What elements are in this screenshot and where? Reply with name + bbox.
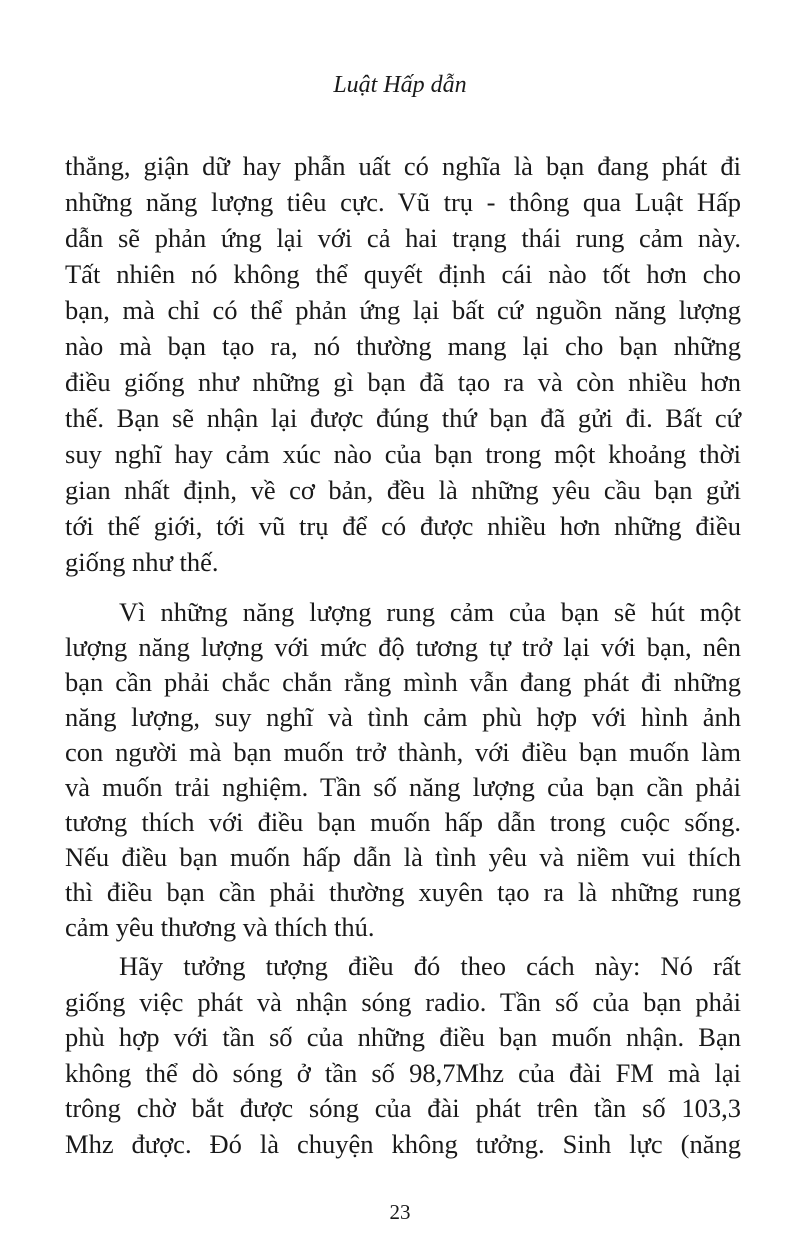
paragraph-line: bạn cần phải chắc chắn rằng mình vẫn đang phát đi những bbox=[65, 667, 741, 697]
paragraph-line: thẳng, giận dữ hay phẫn uất có nghĩa là bạn đang phát đi bbox=[65, 151, 741, 181]
paragraph-line: năng lượng, suy nghĩ và tình cảm phù hợp với hình ảnh bbox=[65, 702, 741, 732]
paragraph-line: nào mà bạn tạo ra, nó thường mang lại cho bạn những bbox=[65, 331, 741, 361]
paragraph-line: suy nghĩ hay cảm xúc nào của bạn trong một khoảng thời bbox=[65, 439, 741, 469]
paragraph-line: dẫn sẽ phản ứng lại với cả hai trạng thái rung cảm này. bbox=[65, 223, 741, 253]
paragraph-line: lượng năng lượng với mức độ tương tự trở lại với bạn, nên bbox=[65, 632, 741, 662]
paragraph-line: trông chờ bắt được sóng của đài phát trên tần số 103,3 bbox=[65, 1093, 741, 1123]
paragraph-line: cảm yêu thương và thích thú. bbox=[65, 912, 375, 942]
paragraph-line: và muốn trải nghiệm. Tần số năng lượng của bạn cần phải bbox=[65, 772, 741, 802]
paragraph-line: con người mà bạn muốn trở thành, với điều bạn muốn làm bbox=[65, 737, 741, 767]
paragraph-line: Vì những năng lượng rung cảm của bạn sẽ hút một bbox=[119, 597, 741, 627]
paragraph-line: tương thích với điều bạn muốn hấp dẫn trong cuộc sống. bbox=[65, 807, 741, 837]
paragraph-line: Hãy tưởng tượng điều đó theo cách này: Nó rất bbox=[119, 951, 741, 981]
paragraph-line: giống việc phát và nhận sóng radio. Tần số của bạn phải bbox=[65, 986, 741, 1017]
paragraph-line: Nếu điều bạn muốn hấp dẫn là tình yêu và niềm vui thích bbox=[65, 842, 741, 872]
paragraph-line: gian nhất định, về cơ bản, đều là những yêu cầu bạn gửi bbox=[65, 475, 741, 505]
paragraph-line: điều giống như những gì bạn đã tạo ra và còn nhiều hơn bbox=[65, 367, 741, 397]
paragraph-line: những năng lượng tiêu cực. Vũ trụ - thông qua Luật Hấp bbox=[65, 187, 741, 217]
paragraph-line: Tất nhiên nó không thể quyết định cái nào tốt hơn cho bbox=[65, 259, 741, 289]
paragraph-line: tới thế giới, tới vũ trụ để có được nhiều hơn những điều bbox=[65, 511, 741, 541]
paragraph-line: phù hợp với tần số của những điều bạn muốn nhận. Bạn bbox=[65, 1022, 741, 1052]
page-number: 23 bbox=[389, 1200, 411, 1224]
paragraph-line: thế. Bạn sẽ nhận lại được đúng thứ bạn đã gửi đi. Bất cứ bbox=[65, 403, 741, 433]
paragraph-line: Mhz được. Đó là chuyện không tưởng. Sinh lực (năng bbox=[65, 1128, 741, 1159]
paragraph-line: không thể dò sóng ở tần số 98,7Mhz của đài FM mà lại bbox=[65, 1057, 741, 1088]
paragraph-line: giống như thế. bbox=[65, 547, 219, 577]
running-header: Luật Hấp dẫn bbox=[333, 72, 467, 98]
paragraph-line: bạn, mà chỉ có thể phản ứng lại bất cứ nguồn năng lượng bbox=[65, 295, 741, 325]
paragraph-line: thì điều bạn cần phải thường xuyên tạo ra là những rung bbox=[65, 877, 741, 907]
